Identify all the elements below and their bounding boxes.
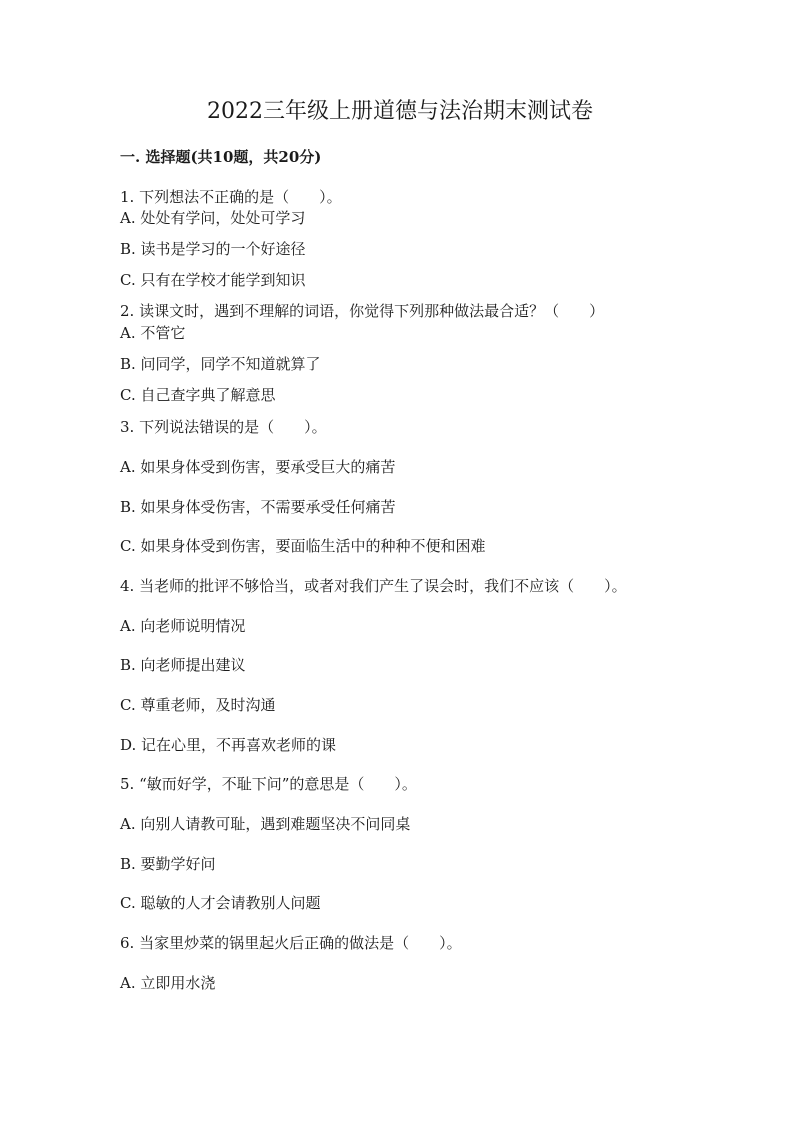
option-6a: A. 立即用水浇 (120, 974, 216, 992)
question-4: 4. 当老师的批评不够恰当，或者对我们产生了误会时，我们不应该（ ）。 (120, 577, 627, 595)
option-2b: B. 问同学，同学不知道就算了 (120, 355, 321, 373)
option-2a: A. 不管它 (120, 324, 186, 342)
option-5b: B. 要勤学好问 (120, 855, 216, 873)
option-3a: A. 如果身体受到伤害，要承受巨大的痛苦 (120, 458, 396, 476)
option-3c: C. 如果身体受到伤害，要面临生活中的种种不便和困难 (120, 537, 486, 555)
option-3b: B. 如果身体受伤害，不需要承受任何痛苦 (120, 498, 396, 516)
section-heading: 一. 选择题(共10题，共20分) (120, 148, 322, 166)
option-4d: D. 记在心里，不再喜欢老师的课 (120, 736, 337, 754)
page-title: 2022三年级上册道德与法治期末测试卷 (207, 99, 593, 124)
question-6: 6. 当家里炒菜的锅里起火后正确的做法是（ ）。 (120, 934, 462, 952)
option-4c: C. 尊重老师，及时沟通 (120, 696, 276, 714)
question-5: 5. “敏而好学，不耻下问”的意思是（ ）。 (120, 775, 417, 793)
question-3: 3. 下列说法错误的是（ ）。 (120, 418, 327, 436)
question-2: 2. 读课文时，遇到不理解的词语，你觉得下列那种做法最合适？（ ） (120, 302, 605, 320)
option-5a: A. 向别人请教可耻，遇到难题坚决不问同桌 (120, 815, 411, 833)
option-1b: B. 读书是学习的一个好途径 (120, 240, 306, 258)
option-4a: A. 向老师说明情况 (120, 617, 246, 635)
option-1c: C. 只有在学校才能学到知识 (120, 271, 306, 289)
option-5c: C. 聪敏的人才会请教别人问题 (120, 894, 321, 912)
option-2c: C. 自己查字典了解意思 (120, 386, 276, 404)
option-4b: B. 向老师提出建议 (120, 656, 246, 674)
question-1: 1. 下列想法不正确的是（ ）。 (120, 188, 342, 206)
option-1a: A. 处处有学问，处处可学习 (120, 209, 306, 227)
